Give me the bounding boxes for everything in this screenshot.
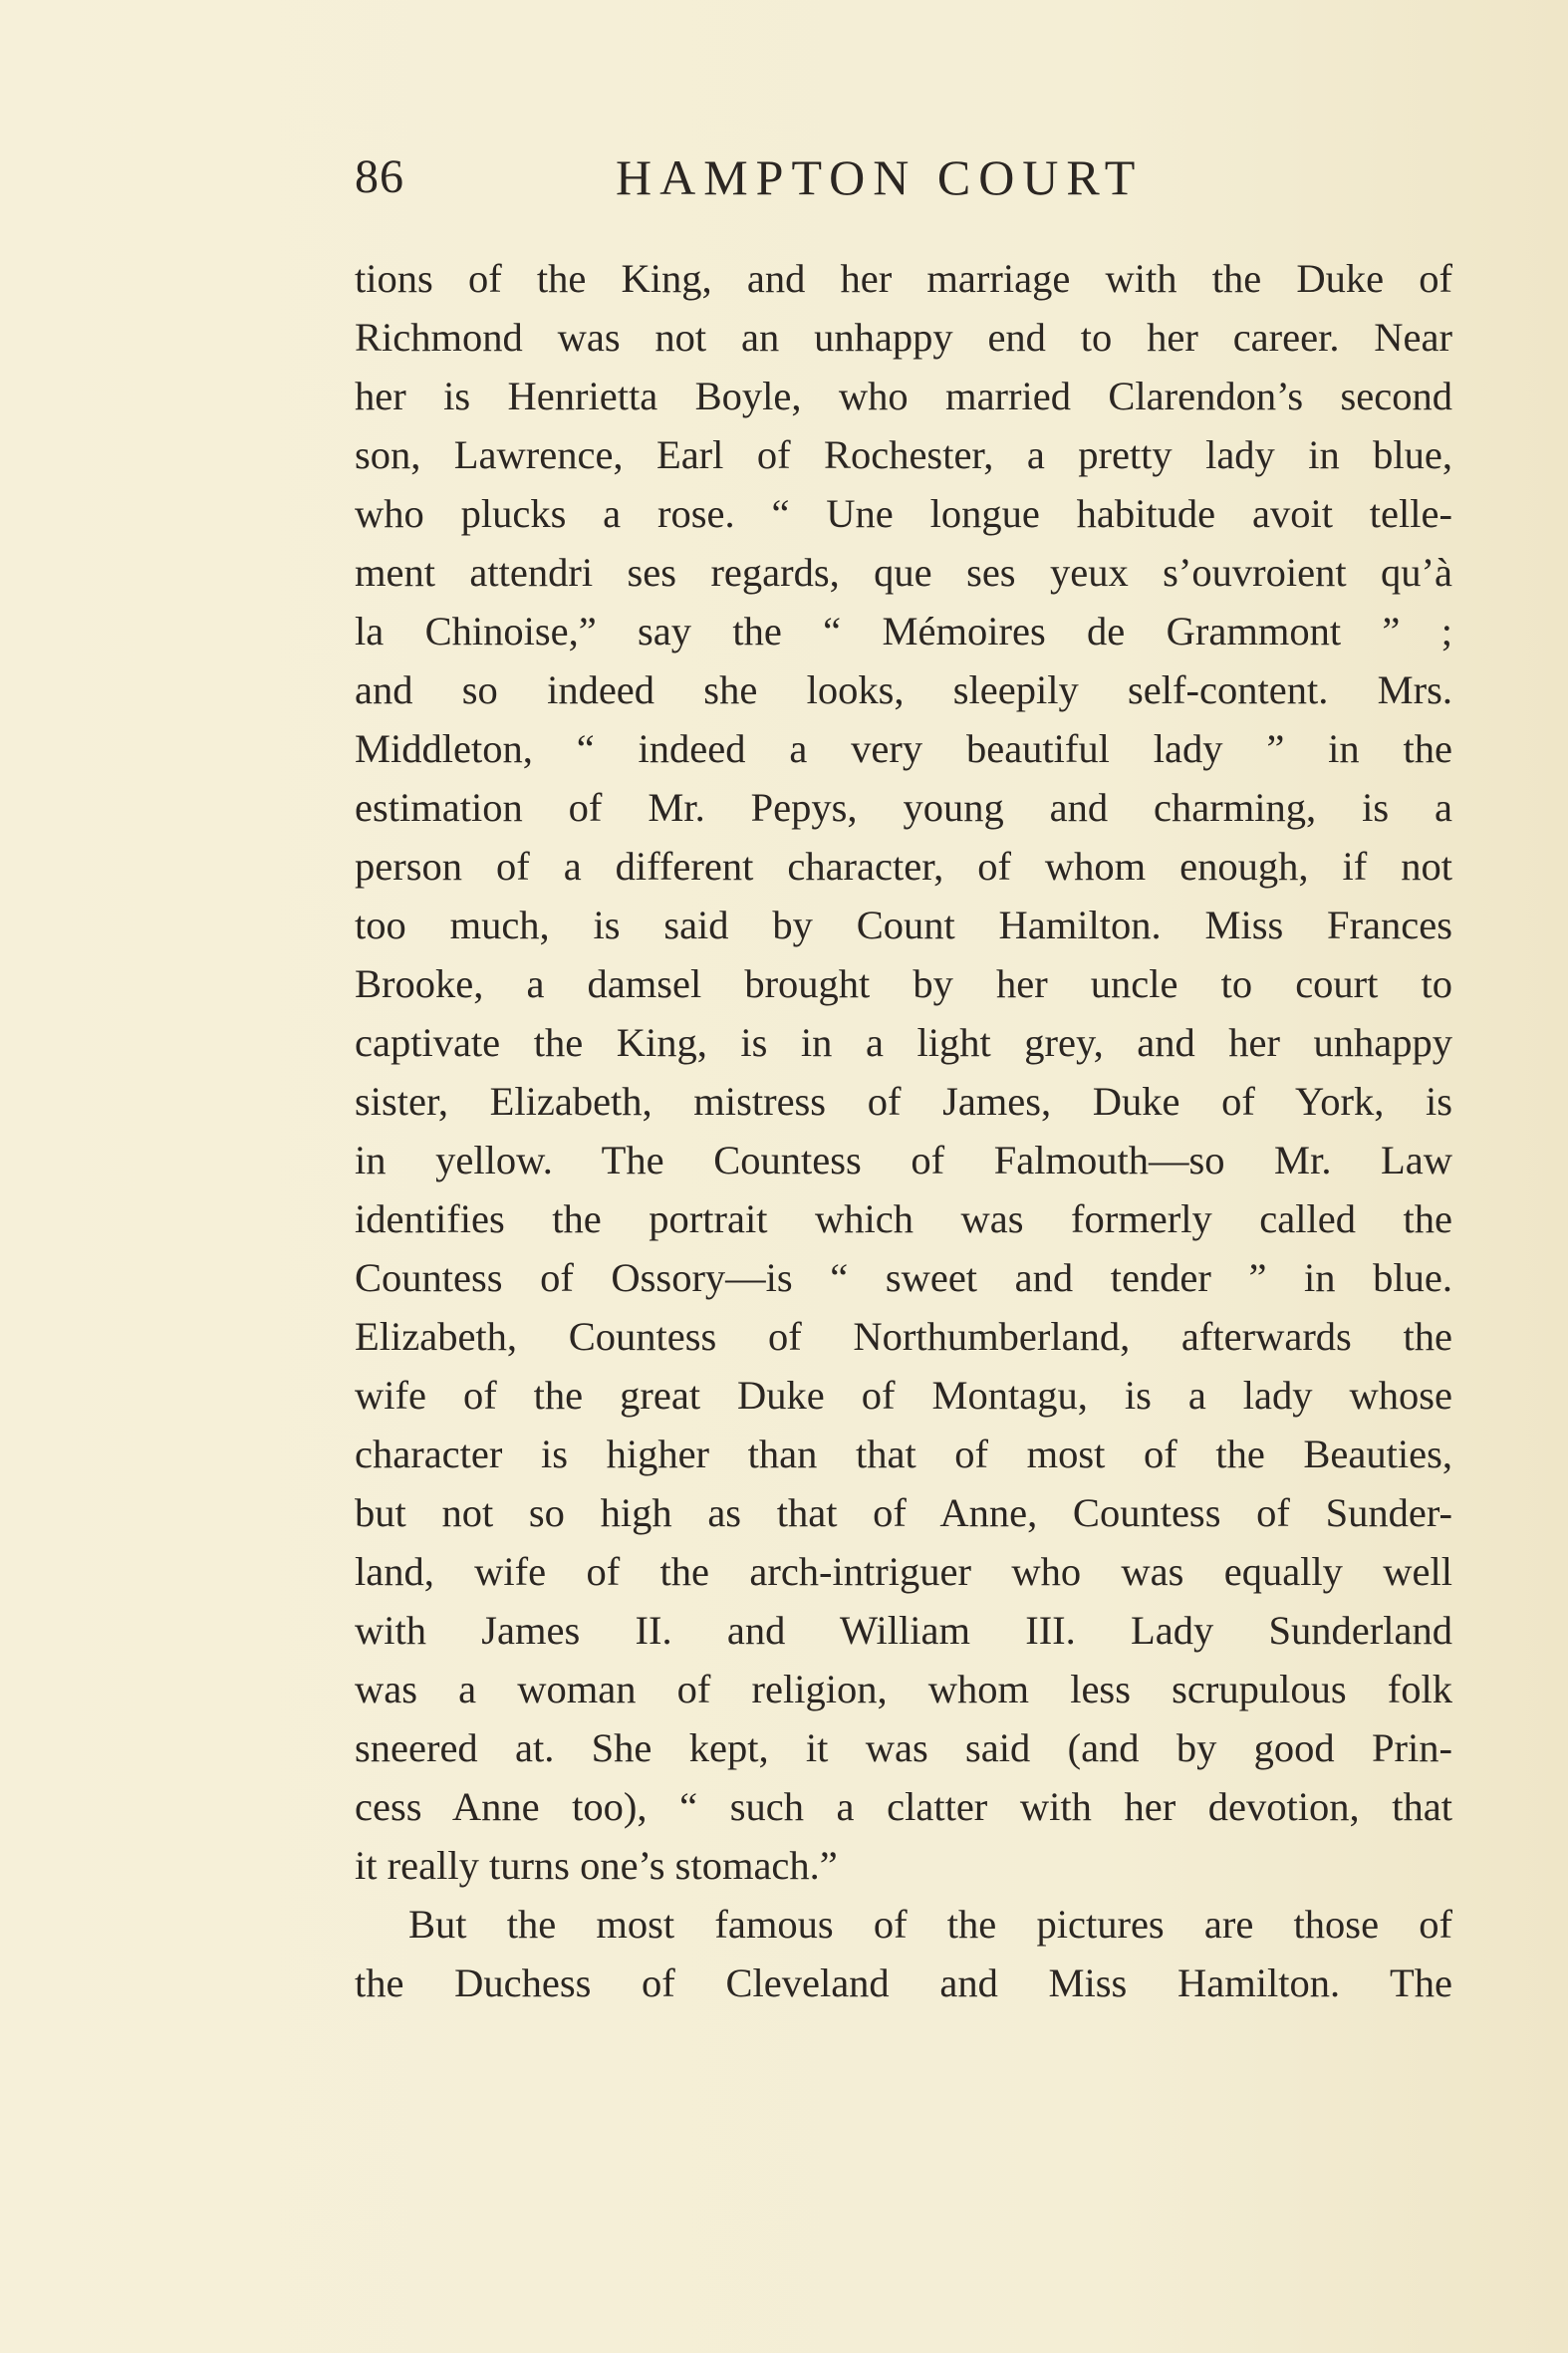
text-line: sneered at. She kept, it was said (and by good Prin- [355,1725,1452,1770]
text-line: character is higher than that of most of the Beauties, [355,1432,1452,1476]
running-head [355,147,1452,207]
body-text [355,249,1452,2012]
text-line: her is Henrietta Boyle, who married Clarendon’s second [355,374,1452,418]
text-line: la Chinoise,” say the “ Mémoires de Grammont ” ; [355,609,1452,654]
text-line: sister, Elizabeth, mistress of James, Duke of York, is [355,1079,1452,1124]
text-line: Richmond was not an unhappy end to her career. Near [355,315,1452,360]
text-line: ment attendri ses regards, que ses yeux s’ouvroient qu’à [355,550,1452,595]
text-line: who plucks a rose. “ Une longue habitude avoit telle- [355,491,1452,536]
text-line: and so indeed she looks, sleepily self-content. Mrs. [355,667,1452,712]
text-line: person of a different character, of whom enough, if not [355,844,1452,889]
page-number: 86 [355,150,404,203]
text-line: it really turns one’s stomach.” [355,1843,838,1888]
text-line: in yellow. The Countess of Falmouth—so Mr. Law [355,1138,1452,1182]
text-line: too much, is said by Count Hamilton. Miss Frances [355,903,1452,947]
text-line: land, wife of the arch-intriguer who was equally well [355,1549,1452,1594]
text-line: But the most famous of the pictures are those of [408,1902,1452,1947]
text-line: cess Anne too), “ such a clatter with her devotion, that [355,1784,1452,1829]
text-line: Middleton, “ indeed a very beautiful lady ” in the [355,726,1452,771]
text-line: tions of the King, and her marriage with the Duke of [355,256,1452,301]
text-line: the Duchess of Cleveland and Miss Hamilton. The [355,1961,1452,2005]
text-line: wife of the great Duke of Montagu, is a lady whose [355,1373,1452,1418]
text-line: estimation of Mr. Pepys, young and charming, is a [355,785,1452,830]
text-line: Countess of Ossory—is “ sweet and tender ” in blue. [355,1255,1452,1300]
text-line: with James II. and William III. Lady Sunderland [355,1608,1452,1653]
text-line: was a woman of religion, whom less scrupulous folk [355,1667,1452,1711]
text-line: Elizabeth, Countess of Northumberland, afterwards the [355,1314,1452,1359]
text-line: identifies the portrait which was formerly called the [355,1196,1452,1241]
running-title: HAMPTON COURT [616,149,1144,205]
paragraph-2 [355,1895,1452,2012]
text-line: captivate the King, is in a light grey, and her unhappy [355,1020,1452,1065]
text-line: Brooke, a damsel brought by her uncle to court to [355,961,1452,1006]
paragraph-1 [355,249,1452,1895]
text-line: but not so high as that of Anne, Countess of Sunder- [355,1490,1452,1535]
text-line: son, Lawrence, Earl of Rochester, a pretty lady in blue, [355,432,1452,477]
